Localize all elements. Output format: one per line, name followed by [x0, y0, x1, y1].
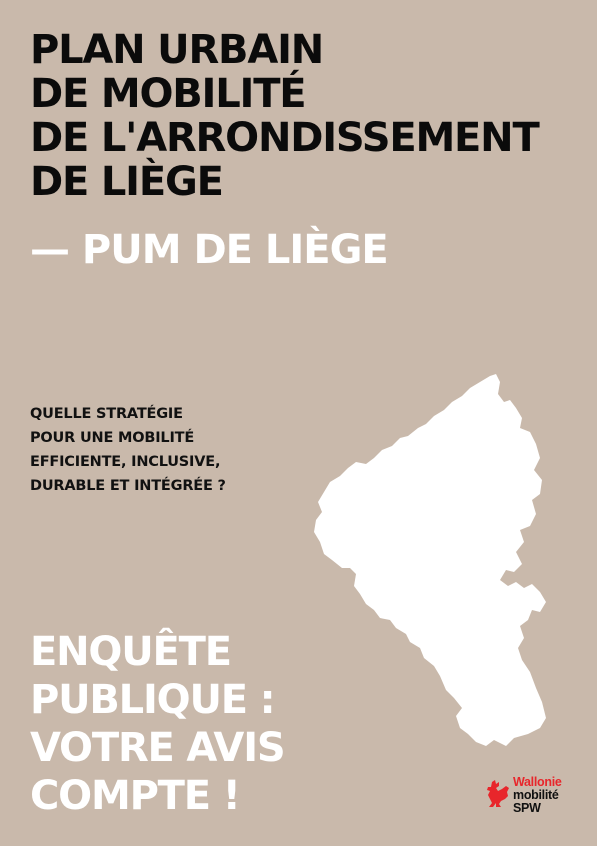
logo-mobilite-text: mobilité: [513, 788, 559, 802]
question-line: QUELLE STRATÉGIE: [30, 406, 183, 422]
cta-line: VOTRE AVIS: [30, 725, 285, 771]
call-to-action: [30, 628, 285, 820]
title-line: PLAN URBAIN: [30, 27, 324, 73]
logo-brand-text: Wallonie: [513, 775, 562, 789]
cta-line: COMPTE !: [30, 773, 240, 819]
cta-line: PUBLIQUE :: [30, 677, 275, 723]
wallonie-mobilite-logo: [486, 774, 582, 824]
cta-line: ENQUÊTE: [30, 629, 231, 675]
title-line: DE L'ARRONDISSEMENT: [30, 115, 539, 161]
main-title: [30, 28, 539, 204]
logo-spw-text: SPW: [513, 801, 541, 815]
title-line: DE MOBILITÉ: [30, 71, 306, 117]
subtitle: — PUM DE LIÈGE: [30, 227, 388, 273]
question-line: DURABLE ET INTÉGRÉE ?: [30, 478, 226, 494]
question-line: POUR UNE MOBILITÉ: [30, 430, 195, 446]
title-line: DE LIÈGE: [30, 159, 223, 205]
arrondissement-map-silhouette: [310, 372, 560, 752]
question-block: [30, 402, 226, 498]
question-line: EFFICIENTE, INCLUSIVE,: [30, 454, 221, 470]
rooster-icon: [486, 780, 510, 808]
